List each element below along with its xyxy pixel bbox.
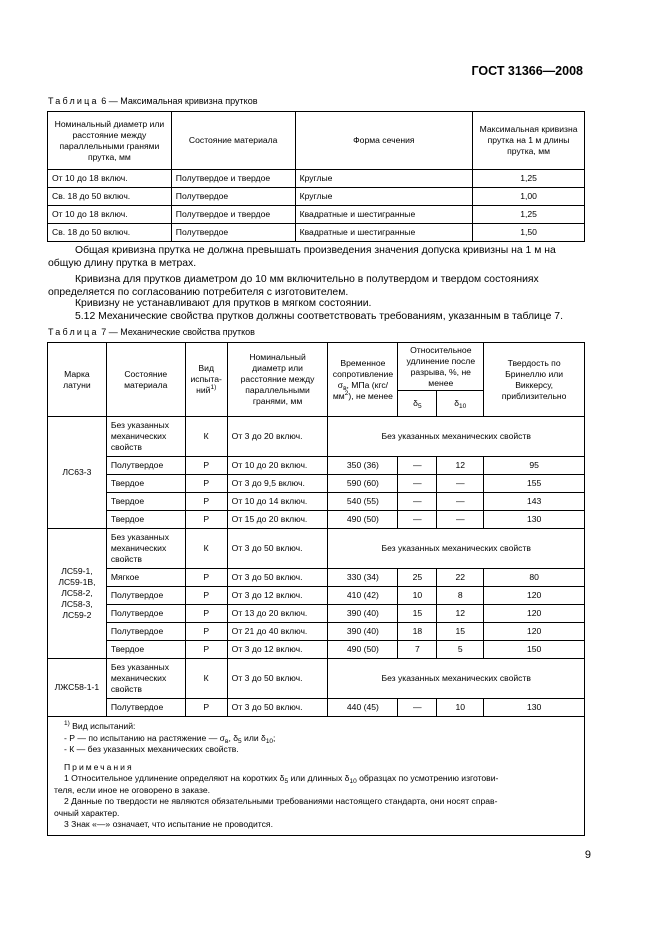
table7-notes-cell <box>48 717 585 836</box>
table7-d10-cell: 22 <box>437 569 484 587</box>
table7-d5-cell: 18 <box>398 623 437 641</box>
table7-state-cell: Полутвердое <box>106 457 185 475</box>
table-row <box>48 511 585 529</box>
table-row <box>48 659 585 699</box>
table7-hardness-cell: 120 <box>484 587 585 605</box>
paragraph-line: 5.12 Механические свойства прутков должны соответствовать требованиям, указанным в таблице 7. <box>75 311 563 322</box>
table7-grade-cell: ЛС63-3 <box>48 417 107 529</box>
page-number: 9 <box>584 849 591 861</box>
table-row <box>48 699 585 717</box>
table7-state-cell: Без указанных механических свойств <box>106 529 185 569</box>
table7-state-cell: Полутвердое <box>106 605 185 623</box>
note-1-cont: теля, если иное не оговорено в заказе. <box>54 784 211 795</box>
table6-cell: 1,50 <box>473 224 585 242</box>
table7-header-grade: Марка латуни <box>48 343 107 417</box>
table-row <box>48 605 585 623</box>
table7-diameter-cell: От 21 до 40 включ. <box>227 623 328 641</box>
table7-hardness-cell: 130 <box>484 699 585 717</box>
table6-caption <box>48 96 257 106</box>
footnote-k-line: - К — без указанных механических свойств. <box>64 744 239 754</box>
table7-diameter-cell: От 3 до 9,5 включ. <box>227 475 328 493</box>
table-row <box>48 641 585 659</box>
table7-d5-cell: — <box>398 475 437 493</box>
table7-header-elongation: Относительное удлинение после разрыва, %, не менее <box>398 343 484 391</box>
table7-diameter-cell: От 13 до 20 включ. <box>227 605 328 623</box>
table6-header-row <box>48 112 585 170</box>
table7-test-cell: Р <box>185 475 227 493</box>
table6-cell: От 10 до 18 включ. <box>48 170 172 188</box>
table7-strength-cell: 490 (50) <box>328 511 398 529</box>
table7-test-cell: Р <box>185 569 227 587</box>
table7-strength-cell: 540 (55) <box>328 493 398 511</box>
table6-caption-text: 6 — Максимальная кривизна прутков <box>101 96 258 106</box>
table-row <box>48 587 585 605</box>
table7-hardness-cell: 120 <box>484 623 585 641</box>
table7-d10-cell: 5 <box>437 641 484 659</box>
table7-diameter-cell: От 15 до 20 включ. <box>227 511 328 529</box>
table7-test-cell: Р <box>185 587 227 605</box>
table6-cell: Полутвердое <box>171 224 295 242</box>
table7-strength-cell: 440 (45) <box>328 699 398 717</box>
table7-header-d5: $\delta_5$ <box>398 391 437 417</box>
table7-d10-cell: — <box>437 493 484 511</box>
table7-diameter-cell: От 3 до 50 включ. <box>227 659 328 699</box>
table7 <box>47 342 585 836</box>
notes-title: Примечания <box>64 761 134 772</box>
table7-hardness-cell: 150 <box>484 641 585 659</box>
table6-header-diameter: Номинальный диаметр или расстояние между параллельными гранями прутка, мм <box>48 112 172 170</box>
table7-test-cell: Р <box>185 511 227 529</box>
table7-hardness-cell: 130 <box>484 511 585 529</box>
table7-d10-cell: — <box>437 511 484 529</box>
paragraph-line: общую длину прутка в метрах. <box>48 258 197 269</box>
table6-cell: Полутвердое <box>171 188 295 206</box>
table6-header-curvature: Максимальная кривизна прутка на 1 м длины прутка, мм <box>473 112 585 170</box>
table6-caption-word: Таблица <box>48 96 99 106</box>
table7-state-cell: Полутвердое <box>106 623 185 641</box>
table7-diameter-cell: От 10 до 20 включ. <box>227 457 328 475</box>
table7-test-cell: Р <box>185 699 227 717</box>
table7-header-diameter: Номинальный диаметр или расстояние между параллельными гранями, мм <box>227 343 328 417</box>
table6-cell: Круглые <box>295 170 473 188</box>
table7-header-strength: Временное сопротивление $\sigma_в$, МПа $(кгс/мм^2)$, не менее <box>328 343 398 417</box>
table7-d10-cell: 15 <box>437 623 484 641</box>
table7-strength-cell: 490 (50) <box>328 641 398 659</box>
note-3: 3 Знак «—» означает, что испытание не проводится. <box>64 819 273 829</box>
table6-cell: От 10 до 18 включ. <box>48 206 172 224</box>
table7-state-cell: Полутвердое <box>106 587 185 605</box>
table7-header-row <box>48 343 585 391</box>
table-row <box>48 417 585 457</box>
table7-diameter-cell: От 3 до 50 включ. <box>227 529 328 569</box>
table7-no-props-cell: Без указанных механических свойств <box>328 659 585 699</box>
table7-hardness-cell: 155 <box>484 475 585 493</box>
table7-d10-cell: 10 <box>437 699 484 717</box>
table7-test-cell: Р <box>185 623 227 641</box>
table7-test-cell: К <box>185 529 227 569</box>
table7-diameter-cell: От 3 до 12 включ. <box>227 587 328 605</box>
table7-test-cell: Р <box>185 641 227 659</box>
table7-d10-cell: 12 <box>437 457 484 475</box>
paragraph-line: Общая кривизна прутка не должна превышать произведения значения допуска кривизны на 1 м на <box>75 245 556 256</box>
table-row <box>48 569 585 587</box>
table7-test-cell: К <box>185 659 227 699</box>
table7-diameter-cell: От 3 до 12 включ. <box>227 641 328 659</box>
table6-cell: 1,25 <box>473 170 585 188</box>
table6 <box>47 111 585 242</box>
table-row <box>48 188 585 206</box>
table7-strength-cell: 410 (42) <box>328 587 398 605</box>
table7-diameter-cell: От 10 до 14 включ. <box>227 493 328 511</box>
table7-header-test: Вид испыта-ний$^{1)}$ <box>185 343 227 417</box>
table-row <box>48 623 585 641</box>
table-row <box>48 493 585 511</box>
table7-state-cell: Твердое <box>106 493 185 511</box>
table7-d10-cell: 8 <box>437 587 484 605</box>
table7-grade-cell: ЛЖС58-1-1 <box>48 659 107 717</box>
table7-header-hardness: Твердость по Бринеллю или Виккерсу, приблизительно <box>484 343 585 417</box>
table-row <box>48 206 585 224</box>
table7-state-cell: Твердое <box>106 641 185 659</box>
paragraph-line: Кривизна для прутков диаметром до 10 мм включительно в полутвердом и твердом состояниях <box>75 274 539 285</box>
table6-header-shape: Форма сечения <box>295 112 473 170</box>
table7-test-cell: Р <box>185 493 227 511</box>
table7-d5-cell: 10 <box>398 587 437 605</box>
table7-hardness-cell: 120 <box>484 605 585 623</box>
table7-state-cell: Без указанных механических свойств <box>106 417 185 457</box>
document-number: ГОСТ 31366—2008 <box>471 64 583 78</box>
table7-strength-cell: 590 (60) <box>328 475 398 493</box>
table7-test-cell: К <box>185 417 227 457</box>
footnote-title: $^{1)}$ Вид испытаний: <box>64 720 136 731</box>
table7-caption <box>48 327 255 337</box>
table7-header-d10: $\delta_{10}$ <box>437 391 484 417</box>
table7-strength-cell: 390 (40) <box>328 623 398 641</box>
table7-state-cell: Твердое <box>106 511 185 529</box>
table7-hardness-cell: 80 <box>484 569 585 587</box>
table7-state-cell: Твердое <box>106 475 185 493</box>
table6-cell: Полутвердое и твердое <box>171 206 295 224</box>
table7-test-cell: Р <box>185 457 227 475</box>
table7-diameter-cell: От 3 до 50 включ. <box>227 569 328 587</box>
table7-hardness-cell: 95 <box>484 457 585 475</box>
table6-cell: Квадратные и шестигранные <box>295 206 473 224</box>
table7-state-cell: Полутвердое <box>106 699 185 717</box>
table7-diameter-cell: От 3 до 50 включ. <box>227 699 328 717</box>
table7-strength-cell: 390 (40) <box>328 605 398 623</box>
table7-caption-text: 7 — Механические свойства прутков <box>101 327 255 337</box>
table7-d5-cell: — <box>398 699 437 717</box>
table7-d5-cell: 7 <box>398 641 437 659</box>
table-row <box>48 529 585 569</box>
table7-state-cell: Без указанных механических свойств <box>106 659 185 699</box>
note-2: 2 Данные по твердости не являются обязательными требованиями настоящего стандарта, они носят справ- <box>64 796 498 806</box>
table7-no-props-cell: Без указанных механических свойств <box>328 417 585 457</box>
table6-cell: Круглые <box>295 188 473 206</box>
table7-notes-row <box>48 717 585 836</box>
table7-d10-cell: — <box>437 475 484 493</box>
table6-cell: Св. 18 до 50 включ. <box>48 224 172 242</box>
paragraph-line: Кривизну не устанавливают для прутков в мягком состоянии. <box>75 298 372 309</box>
table6-cell: Полутвердое и твердое <box>171 170 295 188</box>
table7-d5-cell: — <box>398 457 437 475</box>
table6-cell: Св. 18 до 50 включ. <box>48 188 172 206</box>
table7-d10-cell: 12 <box>437 605 484 623</box>
table7-hardness-cell: 143 <box>484 493 585 511</box>
table7-no-props-cell: Без указанных механических свойств <box>328 529 585 569</box>
table6-header-state: Состояние материала <box>171 112 295 170</box>
table7-test-cell: Р <box>185 605 227 623</box>
table6-cell: 1,00 <box>473 188 585 206</box>
note-2-cont: очный характер. <box>54 807 120 818</box>
table-row <box>48 170 585 188</box>
table7-d5-cell: — <box>398 511 437 529</box>
table7-caption-word: Таблица <box>48 327 99 337</box>
table7-strength-cell: 330 (34) <box>328 569 398 587</box>
table-row <box>48 224 585 242</box>
table6-cell: 1,25 <box>473 206 585 224</box>
table7-header-state: Состояние материала <box>106 343 185 417</box>
table-row <box>48 475 585 493</box>
table7-d5-cell: — <box>398 493 437 511</box>
table7-d5-cell: 15 <box>398 605 437 623</box>
paragraph-line: определяется по согласованию потребителя с изготовителем. <box>48 287 349 298</box>
note-1: 1 Относительное удлинение определяют на коротких $\delta_5$ или длинных $\delta_{10}$ образцах по усмотрению изготови- <box>64 773 499 785</box>
table-row <box>48 457 585 475</box>
table7-strength-cell: 350 (36) <box>328 457 398 475</box>
table7-d5-cell: 25 <box>398 569 437 587</box>
table7-state-cell: Мягкое <box>106 569 185 587</box>
footnote-p-line: - Р — по испытанию на растяжение — $\sigma_в$, $\delta_5$ или $\delta_{10}$; <box>64 732 276 745</box>
table7-diameter-cell: От 3 до 20 включ. <box>227 417 328 457</box>
table6-cell: Квадратные и шестигранные <box>295 224 473 242</box>
table7-grade-cell: ЛС59-1, ЛС59-1В, ЛС58-2, ЛС58-3, ЛС59-2 <box>48 529 107 659</box>
